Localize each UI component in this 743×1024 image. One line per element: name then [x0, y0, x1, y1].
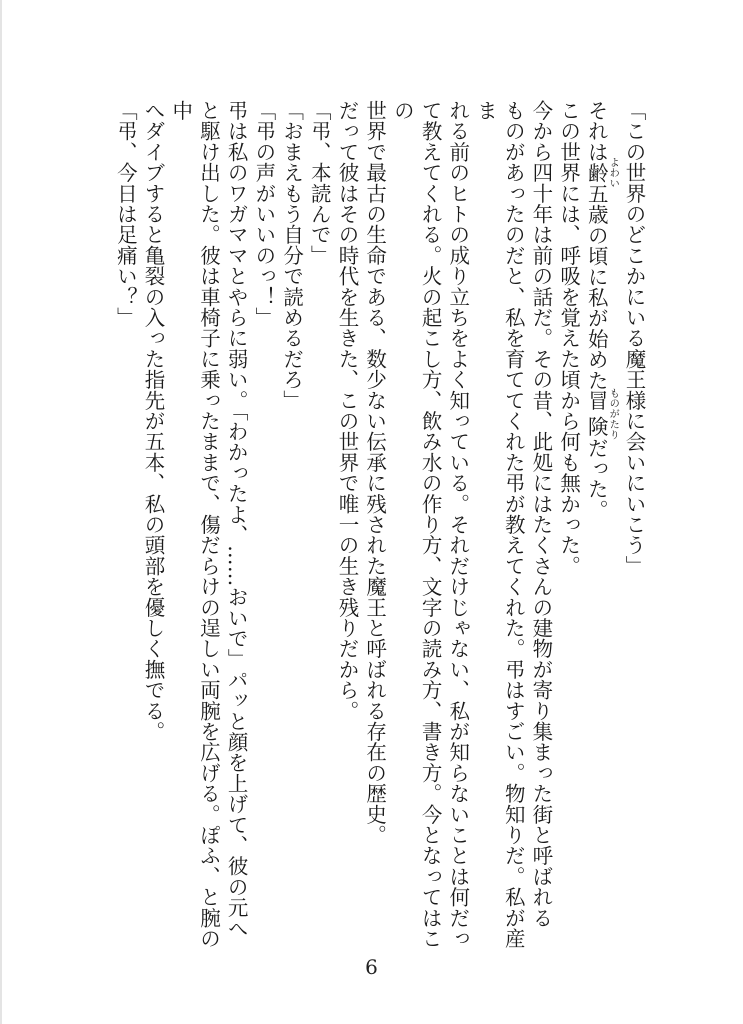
dialogue-line: 「弔の声がいいのっ！」	[251, 100, 276, 328]
ruby-monogatari: 冒険 ものがたり	[584, 387, 620, 441]
text-line: 「この世界のどこかにいる魔王様に会いにいこう」	[622, 100, 646, 577]
text-line: 世界で最古の生命である、数少ない伝承に残された魔王と呼ばれる存在の歴史。	[362, 100, 387, 846]
dialogue-line: 「弔、本読んで」	[307, 100, 332, 266]
vertical-text-body	[57, 100, 647, 960]
text-line: ものがあったのだと、私を育ててくれた弔が教えてくれた。弔はすごい。物知りだ。私が産ま	[473, 100, 526, 949]
text-line-with-ruby: それは齢 よわい五歳の頃に私が始めた冒険 ものがたりだった。	[584, 100, 620, 521]
page-edge	[0, 0, 2, 1024]
dialogue-line: 「弔、今日は足痛い？」	[113, 100, 138, 328]
page-number: 6	[365, 955, 378, 979]
text-line: この世界には、呼吸を覚えた頃から何も無かった。	[556, 100, 581, 577]
text-line: れる前のヒトの成り立ちをよく知っている。それだけじゃない、私が知らないことは何だっ	[445, 100, 470, 949]
dialogue-line: 「おまえもう自分で読めるだろ」	[279, 100, 304, 411]
text-line: へダイブすると亀裂の入った指先が五本、私の頭部を優しく撫でる。	[141, 100, 166, 742]
text-line: だって彼はその時代を生きた、この世界で唯一の生き残りだから。	[334, 100, 359, 721]
text-line: て教えてくれる。火の起こし方、飲み水の作り方、文字の読み方、書き方。今となってはこの	[390, 100, 443, 949]
text-line: と駆け出した。彼は車椅子に乗ったままで、傷だらけの逞しい両腕を広げる。ぽふ、と腕の中	[168, 100, 221, 949]
text-line: 今から四十年は前の話だ。その昔、此処にはたくさんの建物が寄り集まった街と呼ばれる	[528, 100, 553, 928]
text-line: 弔は私のワガママとやらに弱い。「わかったよ、……おいで」パッと顔を上げて、彼の元へ	[224, 100, 249, 939]
ruby-yowai: 齢 よわい	[584, 157, 620, 189]
